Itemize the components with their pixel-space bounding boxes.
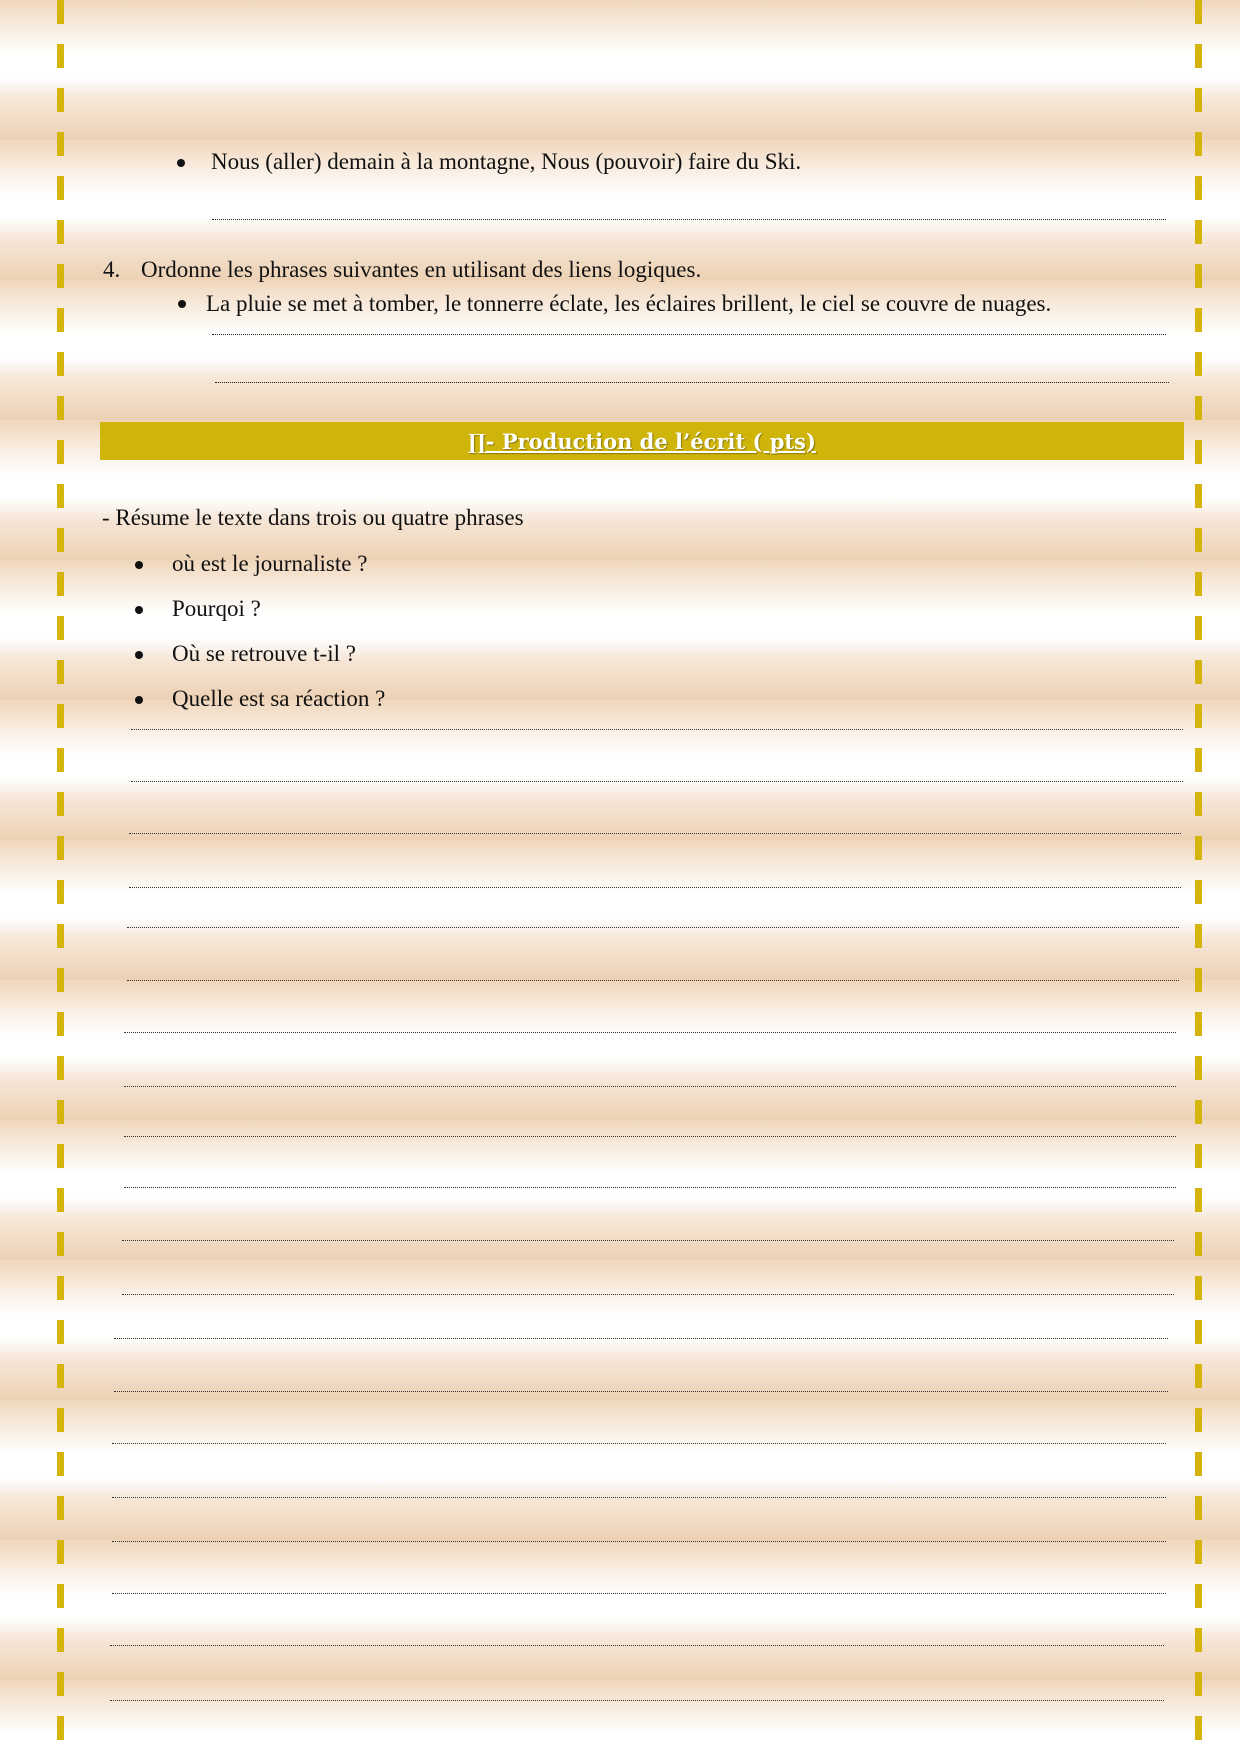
writing-line[interactable]: [122, 1240, 1174, 1241]
writing-line[interactable]: [127, 927, 1179, 928]
writing-line[interactable]: [129, 887, 1181, 888]
writing-line[interactable]: [131, 781, 1183, 782]
question-item: où est le journaliste ?: [172, 551, 368, 576]
writing-line[interactable]: [124, 1187, 1176, 1188]
writing-line[interactable]: [131, 729, 1183, 730]
question-item: Où se retrouve t-il ?: [172, 641, 356, 666]
writing-line[interactable]: [112, 1541, 1166, 1542]
writing-line[interactable]: [110, 1700, 1164, 1701]
bullet-icon: [135, 606, 143, 614]
bullet-icon: [135, 561, 143, 569]
writing-line[interactable]: [129, 833, 1181, 834]
section-title: ∏- Production de l’écrit ( pts): [468, 428, 816, 454]
answer-line-ex3[interactable]: [212, 219, 1166, 220]
bullet-icon: [178, 300, 186, 308]
exercise-4-sentence: La pluie se met à tomber, le tonnerre éclate, les éclaires brillent, le ciel se couvre de nuages.: [206, 291, 1052, 316]
bullet-icon: [135, 696, 143, 704]
writing-line[interactable]: [124, 1032, 1176, 1033]
writing-line[interactable]: [122, 1294, 1174, 1295]
production-instruction: - Résume le texte dans trois ou quatre phrases: [102, 505, 524, 530]
section-banner: [100, 422, 1184, 460]
writing-line[interactable]: [114, 1391, 1168, 1392]
question-item: Pourqoi ?: [172, 596, 261, 621]
bullet-icon: [177, 159, 185, 167]
exercise-3-sentence: Nous (aller) demain à la montagne, Nous (pouvoir) faire du Ski.: [211, 149, 802, 174]
writing-line[interactable]: [127, 980, 1179, 981]
left-dashed-border: [57, 0, 64, 1754]
writing-line[interactable]: [114, 1338, 1168, 1339]
exercise-4-instruction: Ordonne les phrases suivantes en utilisant des liens logiques.: [141, 257, 702, 282]
writing-line[interactable]: [124, 1136, 1176, 1137]
answer-line-ex4-2[interactable]: [215, 382, 1169, 383]
right-dashed-border: [1195, 0, 1202, 1754]
question-item: Quelle est sa réaction ?: [172, 686, 386, 711]
writing-line[interactable]: [112, 1497, 1166, 1498]
writing-line[interactable]: [112, 1593, 1166, 1594]
answer-line-ex4-1[interactable]: [212, 334, 1166, 335]
bullet-icon: [135, 651, 143, 659]
writing-line[interactable]: [112, 1443, 1166, 1444]
writing-line[interactable]: [110, 1645, 1164, 1646]
exercise-4-number: 4.: [103, 257, 121, 282]
writing-line[interactable]: [124, 1086, 1176, 1087]
